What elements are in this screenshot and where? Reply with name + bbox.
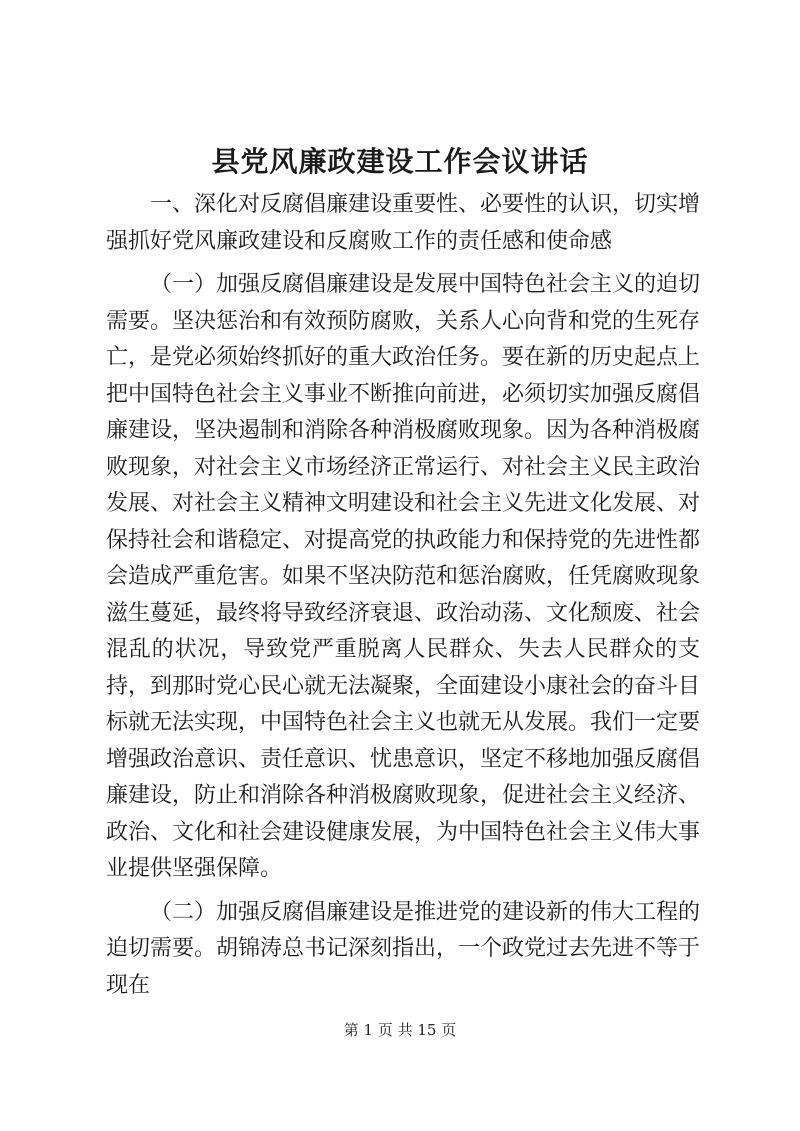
body-paragraph: （二）加强反腐倡廉建设是推进党的建设新的伟大工程的迫切需要。胡锦涛总书记深刻指出，一个政党过去先进不等于现在 (106, 899, 701, 998)
body-paragraph: （一）加强反腐倡廉建设是发展中国特色社会主义的迫切需要。坚决惩治和有效预防腐败，关系人心向背和党的生死存亡，是党必须始终抓好的重大政治任务。要在新的历史起点上把中国特色社会主义事业不断推向前进，必须切实加强反腐倡廉建设，坚决遏制和消除各种消极腐败现象。因为各种消极腐败现象，对社会主义市场经济正常运行、对社会主义民主政治发展、对社会主义精神文明建设和社会主义先进文化发展、对保持社会和谐稳定、对提高党的执政能力和保持党的先进性都会造成严重危害。如果不坚决防范和惩治腐败，任凭腐败现象滋生蔓延，最终将导致经济衰退、政治动荡、文化颓废、社会混乱的状况，导致党严重脱离人民群众、失去人民群众的支持，到那时党心民心就无法凝聚，全面建设小康社会的奋斗目标就无法实现，中国特色社会主义也就无从发展。我们一定要增强政治意识、责任意识、忧患意识，坚定不移地加强反腐倡廉建设，防止和消除各种消极腐败现象，促进社会主义经济、政治、文化和社会建设健康发展，为中国特色社会主义伟大事业提供坚强保障。 (106, 272, 701, 881)
document-body (106, 187, 700, 1004)
page-footer: 第 1 页 共 15 页 (343, 1021, 457, 1039)
section-heading: 一、深化对反腐倡廉建设重要性、必要性的认识，切实增强抓好党风廉政建设和反腐败工作的责任感和使命感 (106, 192, 701, 254)
document-title: 县党风廉政建设工作会议讲话 (211, 145, 589, 178)
